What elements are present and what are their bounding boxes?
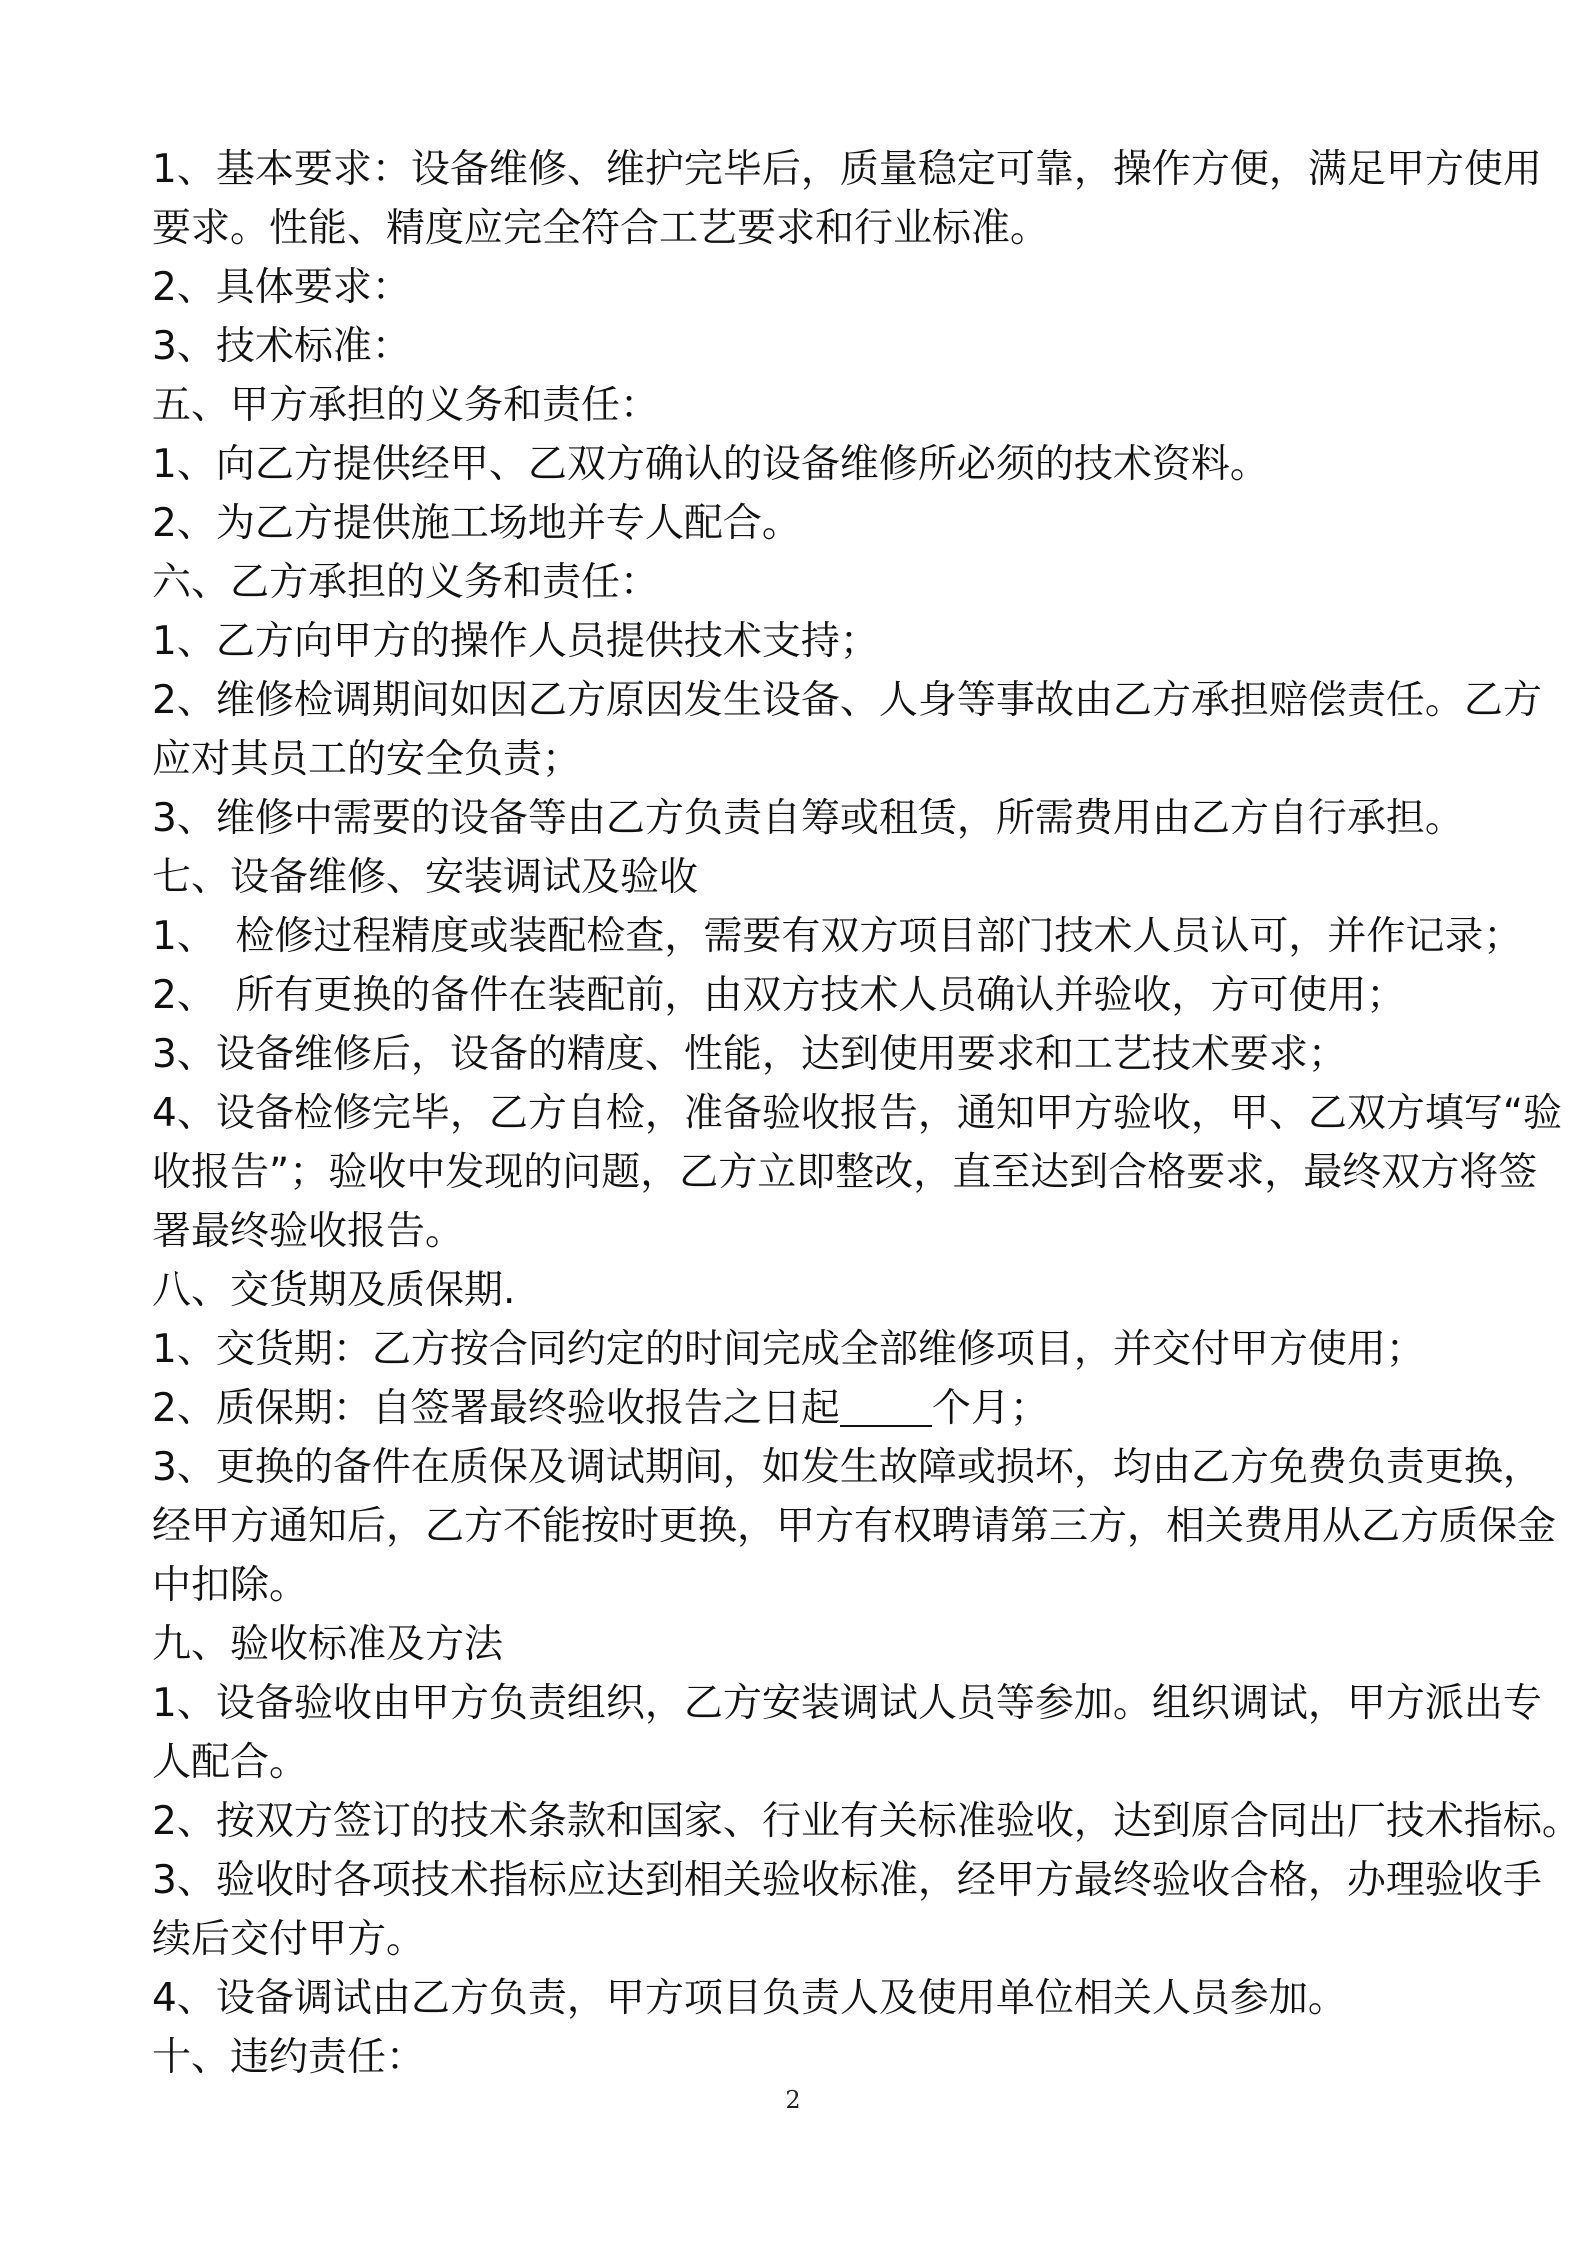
text-line: 署最终验收报告。 [152,1209,465,1254]
text-line: 3、设备维修后，设备的精度、性能，达到使用要求和工艺技术要求； [152,1032,1347,1077]
warranty-text-before: 2、质保期：自签署最终验收报告之日起 [152,1386,840,1431]
text-line: 3、更换的备件在质保及调试期间，如发生故障或损坏，均由乙方免费负责更换， [152,1445,1542,1490]
text-line: 2、为乙方提供施工场地并专人配合。 [152,501,801,546]
text-line: 4、设备检修完毕，乙方自检，准备验收报告，通知甲方验收，甲、乙双方填写“验 [152,1091,1563,1136]
text-line: 1、基本要求：设备维修、维护完毕后，质量稳定可靠，操作方便，满足甲方使用 [152,147,1542,192]
warranty-line [152,1379,1492,1438]
text-line: 2、具体要求： [152,265,411,310]
text-line: 收报告”；验收中发现的问题，乙方立即整改，直至达到合格要求，最终双方将签 [152,1150,1538,1195]
text-line: 2、 所有更换的备件在装配前，由双方技术人员确认并验收，方可使用； [152,973,1406,1018]
text-line: 1、向乙方提供经甲、乙双方确认的设备维修所必须的技术资料。 [152,442,1269,487]
text-line: 4、设备调试由乙方负责，甲方项目负责人及使用单位相关人员参加。 [152,1976,1347,2021]
text-line: 应对其员工的安全负责； [152,737,582,782]
text-line: 要求。性能、精度应完全符合工艺要求和行业标准。 [152,206,1050,251]
text-line: 1、设备验收由甲方负责组织，乙方安装调试人员等参加。组织调试，甲方派出专 [152,1681,1542,1726]
document-body [152,140,1581,2087]
fill-in-blank [840,1385,932,1427]
text-line: 3、验收时各项技术指标应达到相关验收标准，经甲方最终验收合格，办理验收手 [152,1858,1542,1903]
text-line: 2、维修检调期间如因乙方原因发生设备、人身等事故由乙方承担赔偿责任。乙方 [152,678,1542,723]
section-heading: 七、设备维修、安装调试及验收 [152,855,699,900]
text-line: 经甲方通知后，乙方不能按时更换，甲方有权聘请第三方，相关费用从乙方质保金 [152,1504,1557,1549]
text-line: 中扣除。 [152,1563,309,1608]
text-line: 1、 检修过程精度或装配检查，需要有双方项目部门技术人员认可，并作记录； [152,914,1523,959]
section-heading: 六、乙方承担的义务和责任： [152,560,660,605]
text-line: 人配合。 [152,1740,309,1785]
section-heading: 十、违约责任： [152,2035,426,2080]
text-line: 续后交付甲方。 [152,1917,426,1962]
text-line: 3、维修中需要的设备等由乙方负责自筹或租赁，所需费用由乙方自行承担。 [152,796,1464,841]
text-line: 2、按双方签订的技术条款和国家、行业有关标准验收，达到原合同出厂技术指标。 [152,1799,1581,1844]
text-line: 1、交货期：乙方按合同约定的时间完成全部维修项目，并交付甲方使用； [152,1327,1425,1372]
text-line: 3、技术标准： [152,324,411,369]
section-heading: 八、交货期及质保期. [152,1268,516,1313]
page-number: 2 [785,2086,801,2114]
text-line: 1、乙方向甲方的操作人员提供技术支持； [152,619,879,664]
warranty-text-after: 个月； [931,1386,1049,1431]
section-heading: 五、甲方承担的义务和责任： [152,383,660,428]
section-heading: 九、验收标准及方法 [152,1622,504,1667]
